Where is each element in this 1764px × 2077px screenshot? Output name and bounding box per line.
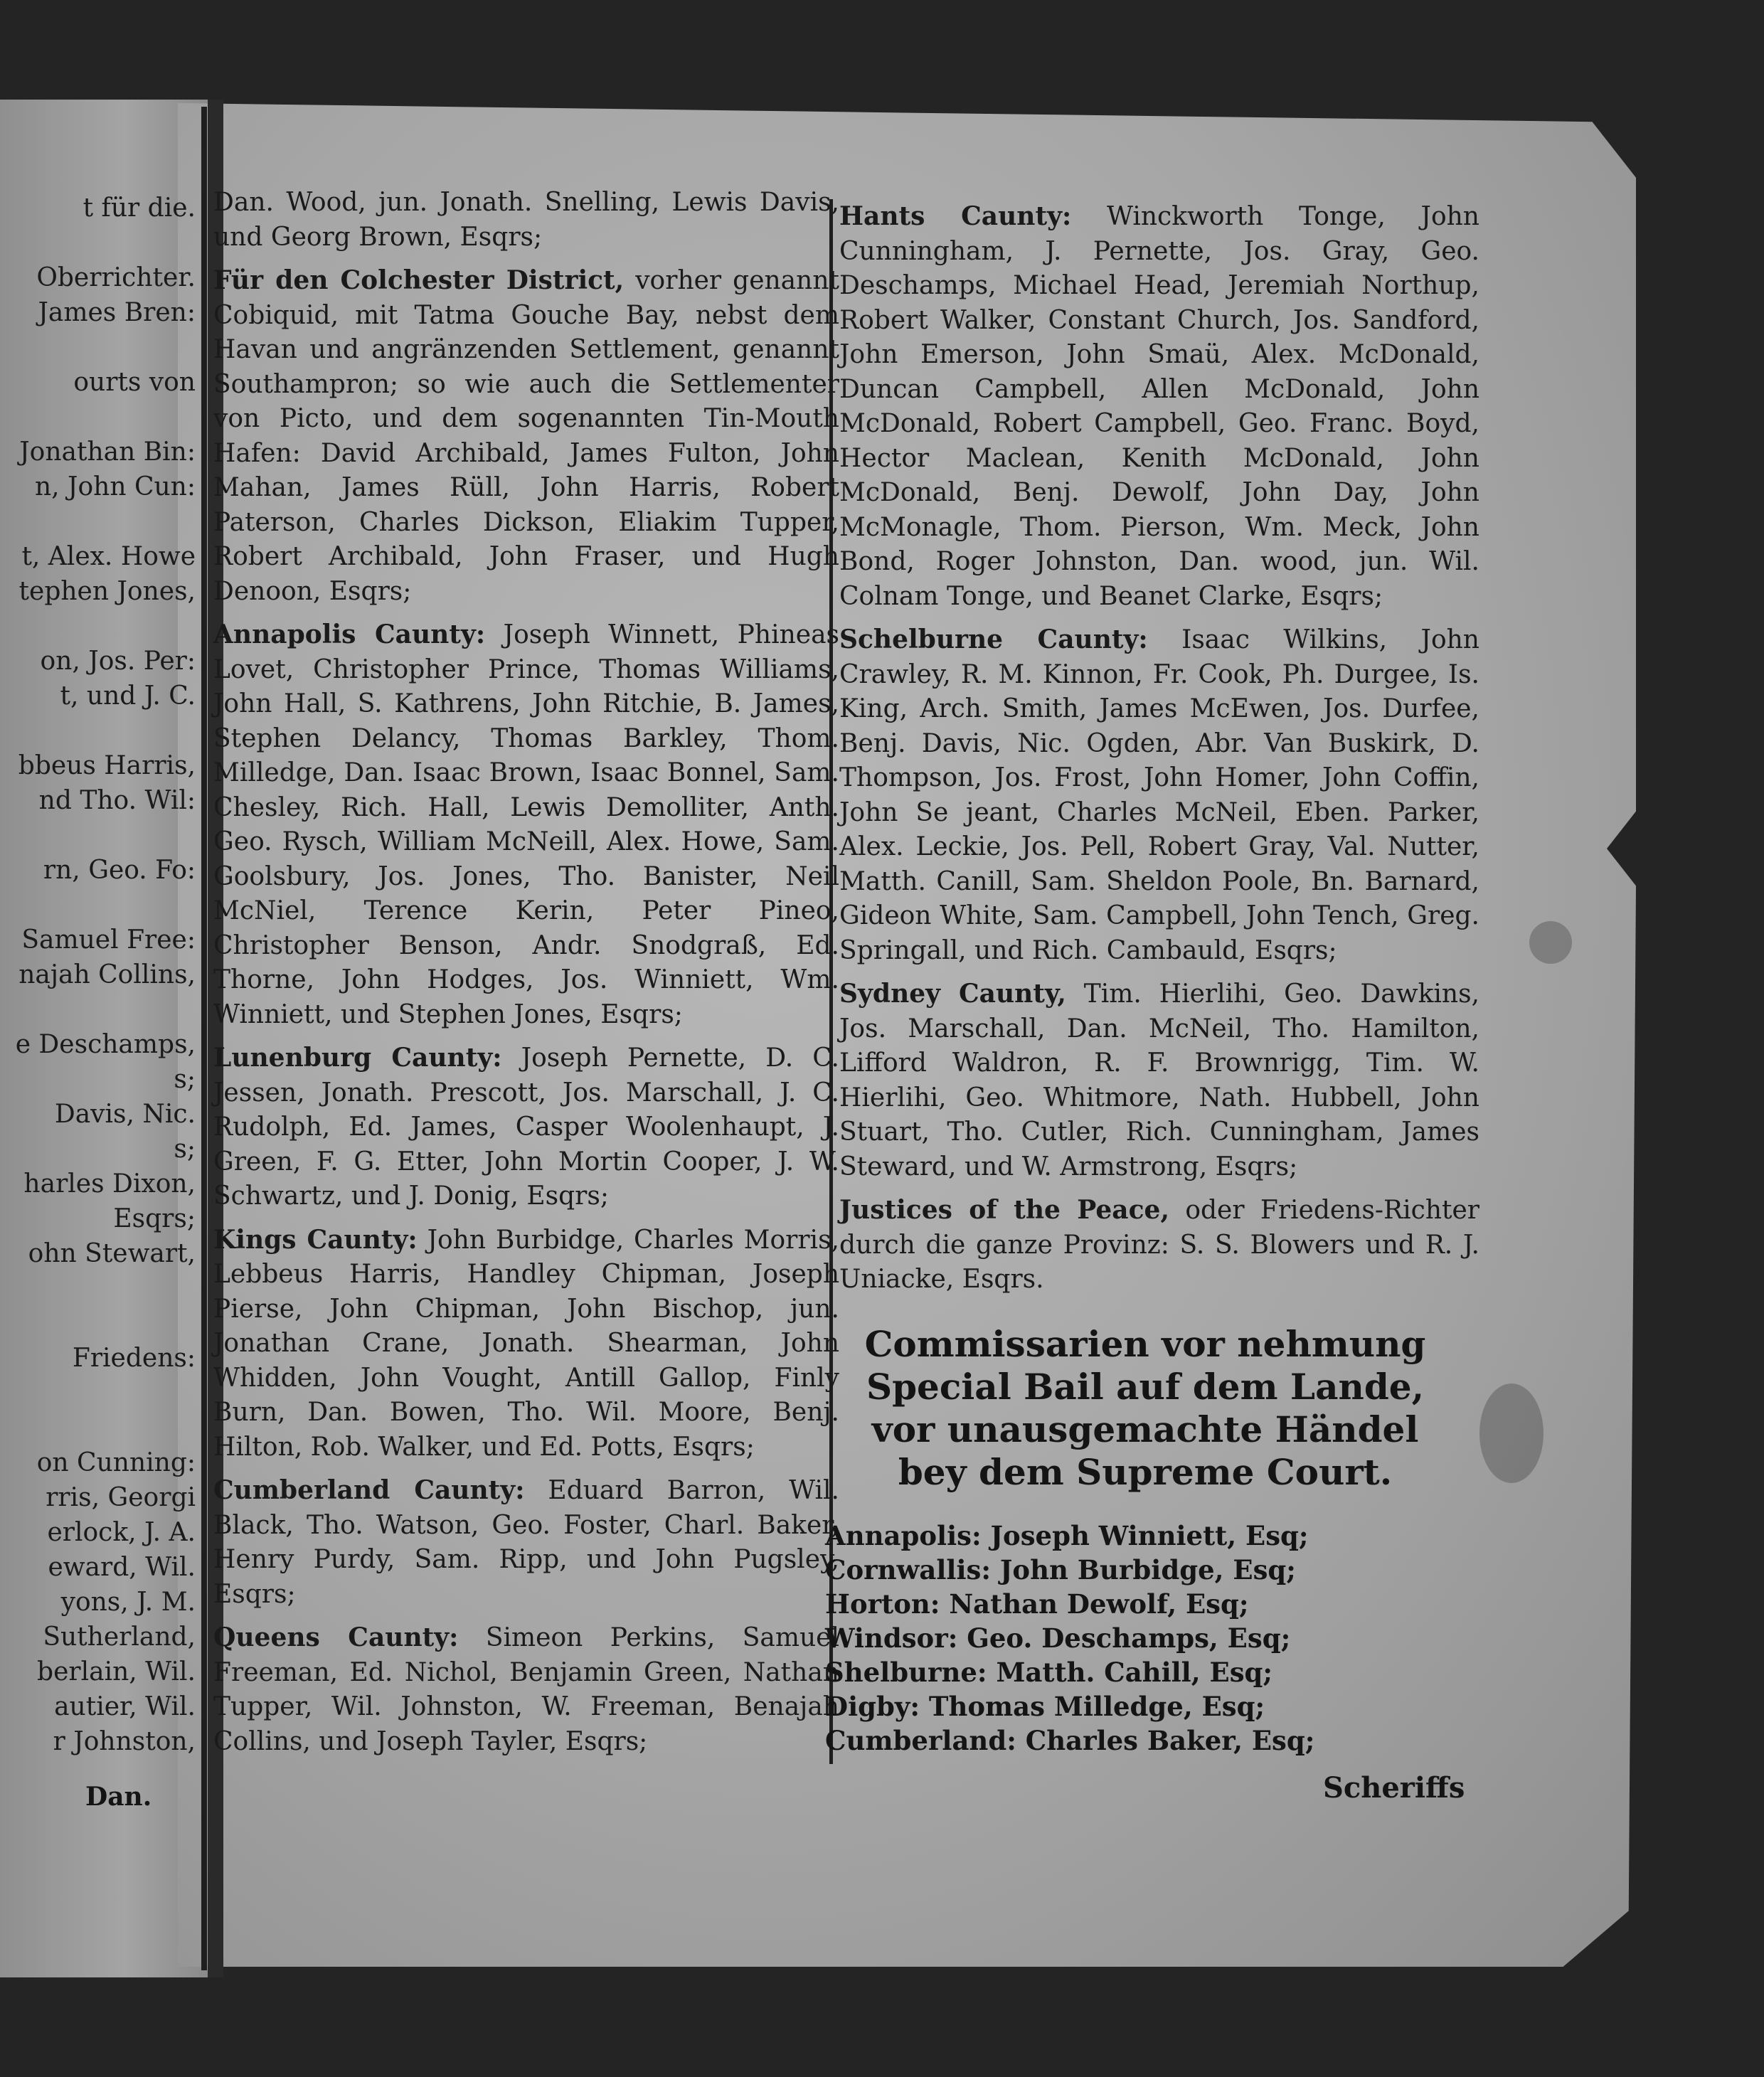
- text-line: Digby: Thomas Milledge, Esq;: [825, 1691, 1265, 1722]
- text-line: Windsor: Geo. Deschamps, Esq;: [825, 1622, 1291, 1654]
- left-page-text: [0, 191, 196, 1759]
- county-name: Queens Caunty:: [213, 1622, 459, 1652]
- text-line: Oberrichter.: [36, 263, 196, 292]
- text-line: Samuel Free:: [21, 925, 196, 955]
- stain: [1479, 1383, 1544, 1483]
- text-line: harles Dixon,: [23, 1169, 196, 1199]
- column-right: [839, 199, 1479, 1306]
- text-line: s;: [174, 1135, 196, 1164]
- county-members: John Burbidge, Charles Morris, Lebbeus Harris, Handley Chipman, Joseph Pierse, John Chipman, John Bischop, jun. Jonathan Crane, Jonath. Shearman, John Whidden, John Vought, Antill Gallop, Finly Burn, Dan. Bowen, Tho. Wil. Moore, Benj. Hilton, Rob. Walker, und Ed. Potts, Esqrs;: [213, 1225, 839, 1462]
- text-line: tephen Jones,: [18, 577, 196, 606]
- text-line: rris, Georgi: [46, 1483, 196, 1512]
- text-line: erlock, J. A.: [47, 1518, 196, 1547]
- text-line: najah Collins,: [18, 960, 196, 989]
- county-members: Dan. Wood, jun. Jonath. Snelling, Lewis Davis, und Georg Brown, Esqrs;: [213, 188, 839, 252]
- county-members: Tim. Hierlihi, Geo. Dawkins, Jos. Marschall, Dan. McNeil, Tho. Hamilton, Lifford Waldron, R. F. Brownrigg, Tim. W. Hierlihi, Geo. Whitmore, Nath. Hubbell, John Stuart, Tho. Cutler, Rich. Cunningham, James Steward, und W. Armstrong, Esqrs;: [839, 979, 1480, 1181]
- county-entry: [839, 977, 1479, 1184]
- text-line: [0, 330, 196, 365]
- county-members: vorher genannt Cobiquid, mit Tatma Gouche Bay, nebst dem Havan und angränzenden Settlement, genannt Southampron; so wie auch die Settlementer von Picto, und dem sogenannten Tin-Mouth Hafen: David Archibald, James Fulton, John Mahan, James Rüll, John Harris, Robert Paterson, Charles Dickson, Eliakim Tupper, Robert Archibald, John Fraser, und Hugh Denoon, Esqrs;: [213, 266, 839, 606]
- county-entry: [213, 263, 839, 609]
- stain: [1529, 921, 1572, 964]
- text-line: nd Tho. Wil:: [38, 786, 196, 815]
- commissioner-list: [825, 1519, 1323, 1758]
- text-line: ourts von: [73, 368, 196, 397]
- text-line: eward, Wil.: [48, 1553, 196, 1582]
- county-name: Annapolis Caunty:: [213, 620, 486, 649]
- column-middle: [213, 185, 839, 1768]
- text-line: Esqrs;: [113, 1204, 196, 1233]
- county-entry: [213, 617, 839, 1032]
- text-line: Horton: Nathan Dewolf, Esq;: [825, 1588, 1249, 1620]
- county-name: Justices of the Peace,: [839, 1195, 1169, 1225]
- text-line: n, John Cun:: [34, 472, 196, 501]
- text-line: [0, 818, 196, 853]
- text-line: r Johnston,: [53, 1727, 196, 1756]
- county-name: Cumberland Caunty:: [213, 1475, 525, 1505]
- text-line: ohn Stewart,: [28, 1239, 196, 1268]
- text-line: Cornwallis: John Burbidge, Esq;: [825, 1554, 1296, 1585]
- text-line: e Deschamps,: [15, 1030, 196, 1059]
- county-members: Isaac Wilkins, John Crawley, R. M. Kinnon, Fr. Cook, Ph. Durgee, Is. King, Arch. Smith, James McEwen, Jos. Durfee, Benj. Davis, Nic. Ogden, Abr. Van Buskirk, D. Thompson, Jos. Frost, John Homer, John Coffin, John Se jeant, Charles McNeil, Eben. Parker, Alex. Leckie, Jos. Pell, Robert Gray, Val. Nutter, Matth. Canill, Sam. Sheldon Poole, Bn. Barnard, Gideon White, Sam. Campbell, John Tench, Greg. Springall, und Rich. Cambauld, Esqrs;: [839, 625, 1479, 965]
- county-members: Eduard Barron, Wil. Black, Tho. Watson, Geo. Foster, Charl. Baker, Henry Purdy, Sam. Ripp, und John Pugsley, Esqrs;: [213, 1476, 839, 1609]
- text-line: t, und J. C.: [60, 681, 196, 711]
- text-line: t für die.: [83, 193, 196, 223]
- county-name: Kings Caunty:: [213, 1224, 418, 1255]
- text-line: yons, J. M.: [60, 1588, 196, 1617]
- county-entry: [213, 1473, 839, 1612]
- text-line: Jonathan Bin:: [19, 437, 196, 467]
- text-line: [0, 888, 196, 923]
- county-entry: [213, 185, 839, 255]
- text-line: on, Jos. Per:: [40, 647, 196, 676]
- county-name: Sydney Caunty,: [839, 979, 1066, 1009]
- text-line: Cumberland: Charles Baker, Esq;: [825, 1725, 1315, 1756]
- text-line: rn, Geo. Fo:: [43, 856, 196, 885]
- text-line: [0, 713, 196, 748]
- text-line: Shelburne: Matth. Cahill, Esq;: [825, 1657, 1273, 1688]
- text-line: [0, 1376, 196, 1411]
- county-members: Joseph Pernette, D. C. Jessen, Jonath. Prescott, Jos. Marschall, J. C. Rudolph, Ed. James, Casper Woolenhaupt, J. Green, F. G. Etter, John Mortin Cooper, J. W. Schwartz, und J. Donig, Esqrs;: [213, 1043, 839, 1211]
- county-members: Winckworth Tonge, John Cunningham, J. Pernette, Jos. Gray, Geo. Deschamps, Michael Head, Jeremiah Northup, Robert Walker, Constant Church, Jos. Sandford, John Emerson, John Smaü, Alex. McDonald, Duncan Campbell, Allen McDonald, John McDonald, Robert Campbell, Geo. Franc. Boyd, Hector Maclean, Kenith McDonald, John McDonald, Benj. Dewolf, John Day, John McMonagle, Thom. Pierson, Wm. Meck, John Bond, Roger Johnston, Dan. wood, jun. Wil. Colnam Tonge, und Beanet Clarke, Esqrs;: [839, 202, 1479, 611]
- county-entry: [839, 1193, 1479, 1297]
- county-entry: [213, 1041, 839, 1214]
- text-line: [0, 1306, 196, 1341]
- county-name: Schelburne Caunty:: [839, 625, 1148, 654]
- text-line: Davis, Nic.: [54, 1100, 196, 1129]
- county-name: Lunenburg Caunty:: [213, 1043, 502, 1073]
- text-line: autier, Wil.: [54, 1692, 196, 1721]
- county-members: Joseph Winnett, Phineas Lovet, Christopher Prince, Thomas Williams, John Hall, S. Kathrens, John Ritchie, B. James, Stephen Delancy, Thomas Barkley, Thom. Milledge, Dan. Isaac Brown, Isaac Bonnel, Sam. Chesley, Rich. Hall, Lewis Demolliter, Anth. Geo. Rysch, William McNeill, Alex. Howe, Sam. Goolsbury, Jos. Jones, Tho. Banister, Neil McNiel, Terence Kerin, Peter Pineo, Christopher Benson, Andr. Snodgraß, Ed. Thorne, John Hodges, Jos. Winniett, Wm. Winniett, und Stephen Jones, Esqrs;: [213, 620, 840, 1029]
- county-members: oder Friedens-Richter durch die ganze Provinz: S. S. Blowers und R. J. Uniacke, Esqrs.: [839, 1196, 1479, 1294]
- county-entry: [213, 1223, 839, 1465]
- text-line: [0, 1411, 196, 1445]
- text-line: Friedens:: [72, 1344, 196, 1373]
- left-page-catchword: Dan.: [85, 1782, 152, 1812]
- text-line: t, Alex. Howe: [21, 542, 196, 571]
- text-line: bbeus Harris,: [18, 751, 196, 780]
- catchword: Scheriffs: [1323, 1771, 1465, 1805]
- text-line: [0, 1271, 196, 1306]
- county-members: Simeon Perkins, Samuel Freeman, Ed. Nichol, Benjamin Green, Nathan Tupper, Wil. Johnston, W. Freeman, Benajah Collins, und Joseph Tayler, Esqrs;: [213, 1623, 839, 1756]
- text-line: berlain, Wil.: [37, 1657, 196, 1686]
- left-page-rule: [201, 107, 207, 1970]
- section-heading: Commissarien vor nehmung Special Bail auf dem Lande, vor unausgemachte Händel bey dem Supreme Court.: [864, 1323, 1426, 1493]
- county-entry: [213, 1620, 839, 1759]
- text-line: James Bren:: [38, 298, 196, 327]
- text-line: s;: [174, 1065, 196, 1094]
- text-line: [0, 992, 196, 1027]
- county-name: Hants Caunty:: [839, 201, 1072, 231]
- text-line: [0, 400, 196, 435]
- text-line: [0, 609, 196, 644]
- county-entry: [839, 622, 1479, 968]
- text-line: [0, 504, 196, 539]
- text-line: [0, 225, 196, 260]
- text-line: Annapolis: Joseph Winniett, Esq;: [825, 1520, 1309, 1551]
- text-line: on Cunning:: [36, 1448, 196, 1477]
- county-name: Für den Colchester District,: [213, 265, 625, 295]
- text-line: Sutherland,: [43, 1622, 196, 1652]
- county-entry: [839, 199, 1479, 614]
